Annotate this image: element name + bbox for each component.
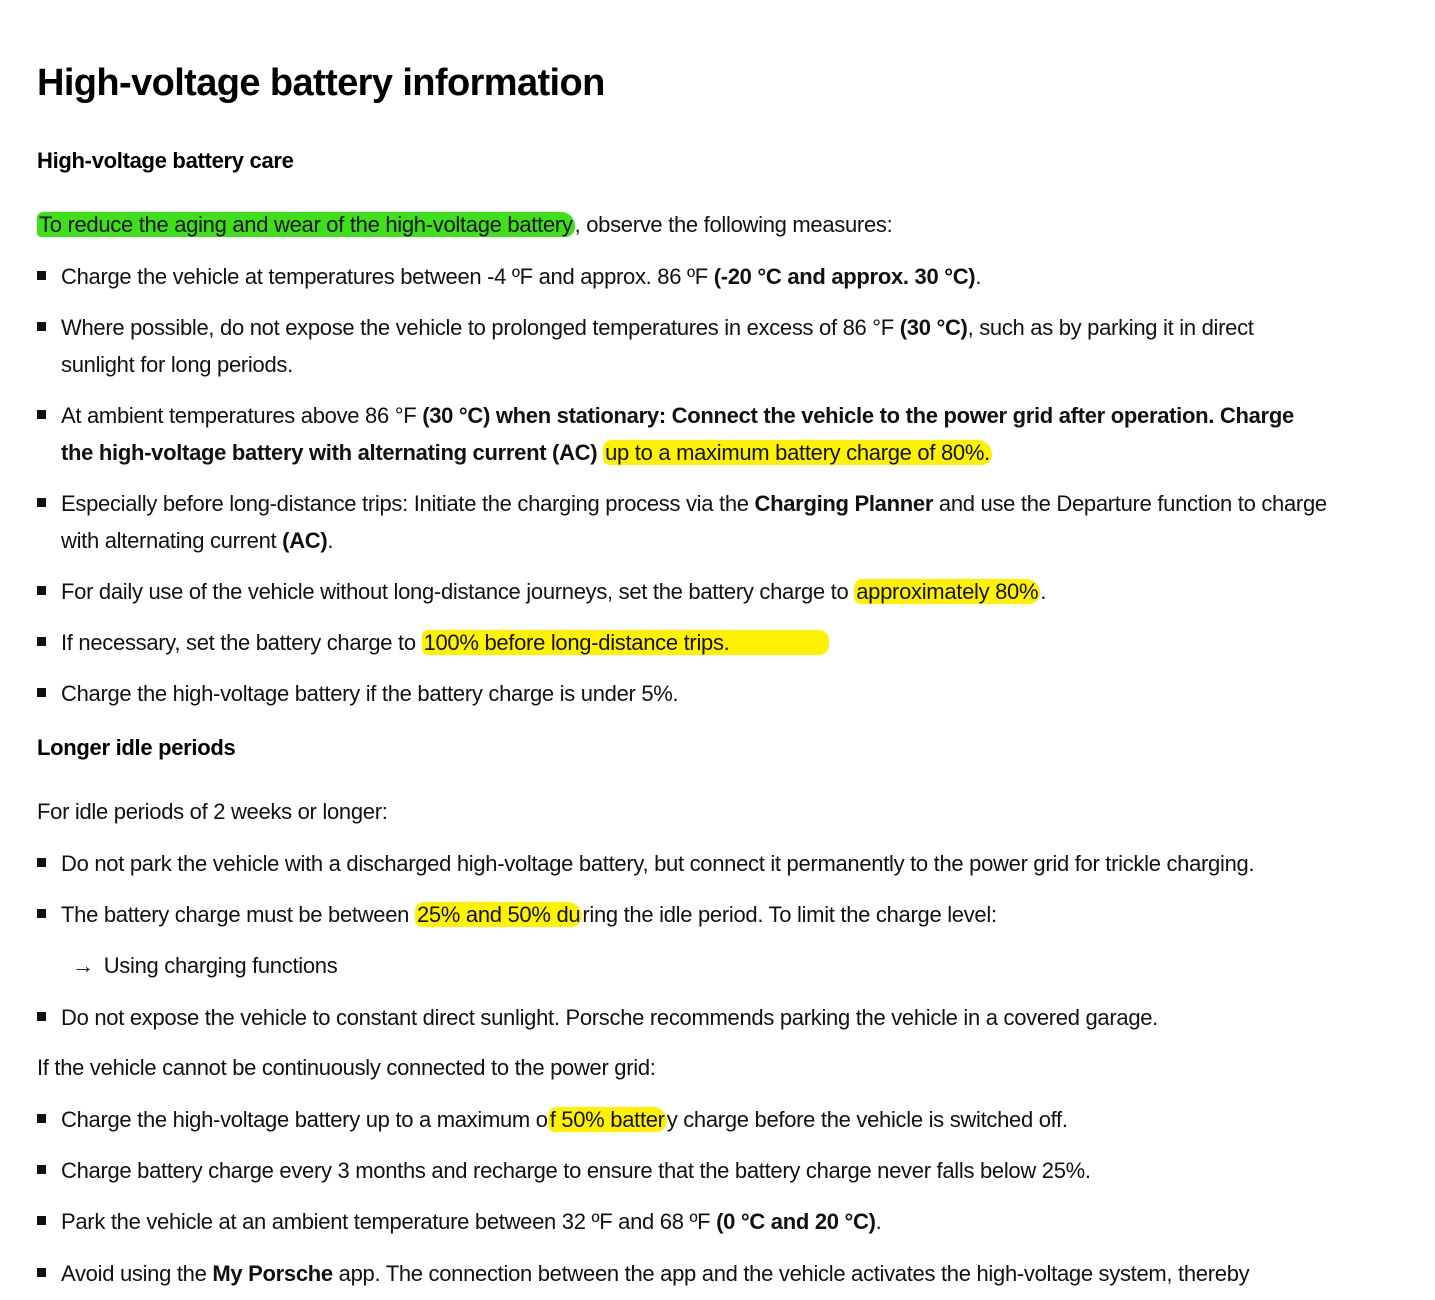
yellow-highlight: approximately 80% <box>856 579 1039 604</box>
list-item: For daily use of the vehicle without long-distance journeys, set the battery charge to approximately 80%. <box>37 573 1327 610</box>
bullet-square-icon <box>37 1012 46 1021</box>
list-item: Do not park the vehicle with a discharged high-voltage battery, but connect it permanently to the power grid for trickle charging. <box>37 845 1327 882</box>
section-heading-care: High-voltage battery care <box>37 148 294 173</box>
bullet-square-icon <box>37 858 46 867</box>
bullet-square-icon <box>37 498 46 507</box>
idle-intro: For idle periods of 2 weeks or longer: <box>37 799 388 824</box>
bullet-square-icon <box>37 322 46 331</box>
yellow-highlight: f 50% batter <box>549 1107 665 1132</box>
list-item: If necessary, set the battery charge to 100% before long-distance trips. <box>37 624 1327 661</box>
page-title: High-voltage battery information <box>37 62 605 104</box>
list-item: At ambient temperatures above 86 °F (30 °C) when stationary: Connect the vehicle to the power grid after operation. Charge the high-voltage battery with alternating current (AC) up to a maximum battery charge of 80%. <box>37 397 1327 471</box>
list-item: Where possible, do not expose the vehicle to prolonged temperatures in excess of 86 °F (30 °C), such as by parking it in direct sunlight for long periods. <box>37 309 1327 383</box>
bullet-square-icon <box>37 1114 46 1123</box>
list-item: Park the vehicle at an ambient temperature between 32 ºF and 68 ºF (0 °C and 20 °C). <box>37 1203 1327 1240</box>
yellow-highlight: 100% before long-distance trips. <box>422 630 830 655</box>
bullet-square-icon <box>37 271 46 280</box>
bullet-square-icon <box>37 1216 46 1225</box>
bullet-square-icon <box>37 688 46 697</box>
my-porsche-label: My Porsche <box>212 1261 333 1286</box>
bullet-square-icon <box>37 586 46 595</box>
yellow-highlight: 25% and 50% du <box>416 902 581 927</box>
list-item: Charge the vehicle at temperatures between -4 ºF and approx. 86 ºF (-20 °C and approx. 30 °C). <box>37 258 1327 295</box>
using-charging-functions-link[interactable]: → Using charging functions <box>72 953 338 978</box>
list-item: The battery charge must be between 25% and 50% during the idle period. To limit the charge level: <box>37 896 1327 933</box>
section-heading-idle: Longer idle periods <box>37 735 236 760</box>
bullet-square-icon <box>37 410 46 419</box>
care-intro: To reduce the aging and wear of the high-voltage battery, observe the following measures: <box>39 212 893 237</box>
list-item: Charge the high-voltage battery up to a maximum of 50% battery charge before the vehicle is switched off. <box>37 1101 1327 1138</box>
green-highlight: To reduce the aging and wear of the high-voltage battery <box>39 212 573 237</box>
idle-intro-2: If the vehicle cannot be continuously connected to the power grid: <box>37 1055 656 1080</box>
charging-planner-label: Charging Planner <box>754 491 934 516</box>
bullet-square-icon <box>37 1165 46 1174</box>
list-item: Especially before long-distance trips: Initiate the charging process via the Charging Planner and use the Departure function to charge with alternating current (AC). <box>37 485 1327 559</box>
arrow-right-icon: → <box>72 953 94 978</box>
list-item: Charge battery charge every 3 months and recharge to ensure that the battery charge never falls below 25%. <box>37 1152 1327 1189</box>
bullet-square-icon <box>37 1268 46 1277</box>
bullet-square-icon <box>37 637 46 646</box>
yellow-highlight: up to a maximum battery charge of 80%. <box>605 440 990 465</box>
list-item: Do not expose the vehicle to constant direct sunlight. Porsche recommends parking the vehicle in a covered garage. <box>37 999 1327 1036</box>
list-item: Charge the high-voltage battery if the battery charge is under 5%. <box>37 675 1327 712</box>
bullet-square-icon <box>37 909 46 918</box>
list-item: Avoid using the My Porsche app. The connection between the app and the vehicle activates the high-voltage system, thereby <box>37 1255 1327 1292</box>
